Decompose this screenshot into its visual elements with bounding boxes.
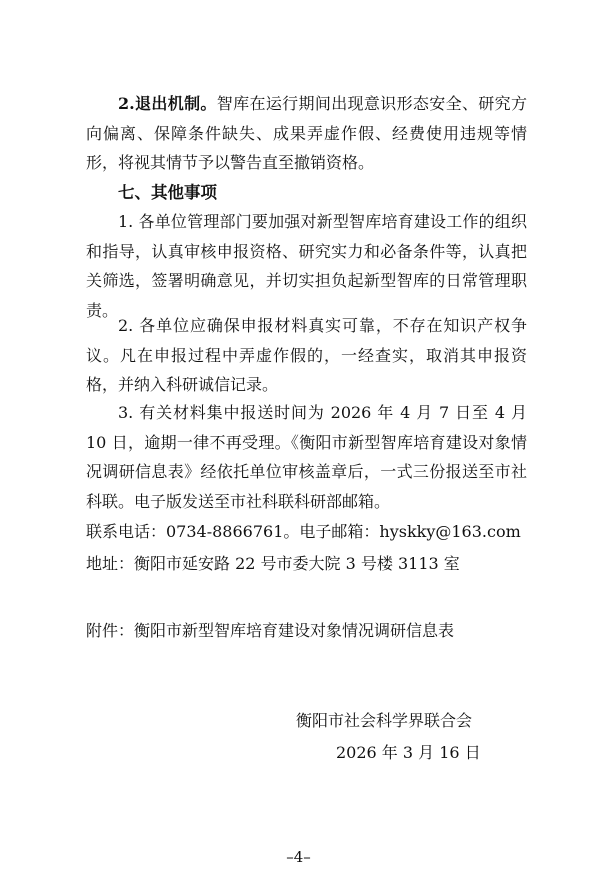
exit-mechanism-number: 2. bbox=[118, 94, 135, 113]
section-heading-other-matters: 七、其他事项 bbox=[118, 183, 217, 202]
exit-mechanism-text: 智库在运行期间出现意识形态安全、研究方向偏离、保障条件缺失、成果弄虚作假、经费使用违规等情形，将视其情节予以警告直至撤销资格。 bbox=[86, 94, 527, 172]
signature-date: 2026 年 3 月 16 日 bbox=[336, 743, 481, 762]
contact-line: 联系电话：0734-8866761。电子邮箱：hyskky@163.com bbox=[86, 522, 521, 541]
page-number: –4– bbox=[286, 848, 311, 866]
exit-mechanism-paragraph bbox=[86, 89, 527, 178]
item-3-paragraph: 3. 有关材料集中报送时间为 2026 年 4 月 7 日至 4 月 10 日，逾期一律不再受理。《衡阳市新型智库培育建设对象情况调研信息表》经依托单位审核盖章后，一式三份报送至市社科联。电子版发送至市社科联科研部邮箱。 bbox=[86, 403, 527, 511]
attachment-line: 附件：衡阳市新型智库培育建设对象情况调研信息表 bbox=[86, 621, 455, 640]
signature-org: 衡阳市社会科学界联合会 bbox=[296, 711, 473, 730]
item-2-paragraph: 2. 各单位应确保申报材料真实可靠，不存在知识产权争议。凡在申报过程中弄虚作假的，一经查实，取消其申报资格，并纳入科研诚信记录。 bbox=[86, 316, 527, 394]
address-line: 地址：衡阳市延安路 22 号市委大院 3 号楼 3113 室 bbox=[86, 554, 460, 573]
item-1-paragraph: 1. 各单位管理部门要加强对新型智库培育建设工作的组织和指导，认真审核申报资格、研究实力和必备条件等，认真把关筛选，签署明确意见，并切实担负起新型智库的日常管理职责。 bbox=[86, 212, 527, 320]
exit-mechanism-label: 退出机制。 bbox=[134, 94, 217, 113]
